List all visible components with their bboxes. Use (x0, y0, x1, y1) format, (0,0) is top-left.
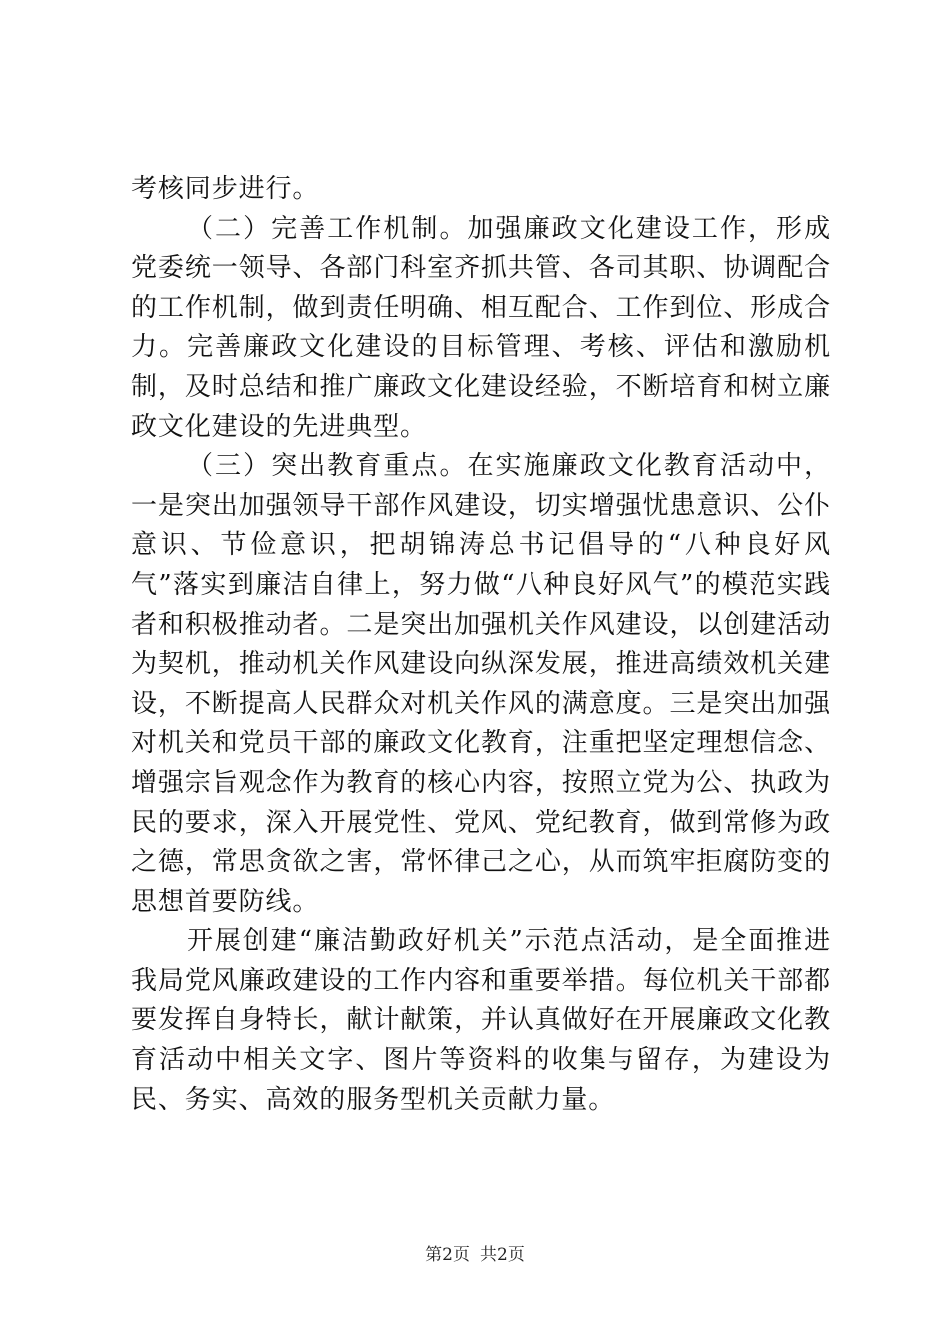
paragraph-education-focus: （三）突出教育重点。在实施廉政文化教育活动中，一是突出加强领导干部作风建设，切实增强忧患意识、公仆意识、节俭意识，把胡锦涛总书记倡导的“八种良好风气”落实到廉洁自律上，努力做“八种良好风气”的模范实践者和积极推动者。二是突出加强机关作风建设，以创建活动为契机，推动机关作风建设向纵深发展，推进高绩效机关建设，不断提高人民群众对机关作风的满意度。三是突出加强对机关和党员干部的廉政文化教育，注重把坚定理想信念、增强宗旨观念作为教育的核心内容，按照立党为公、执政为民的要求，深入开展党性、党风、党纪教育，做到常修为政之德，常思贪欲之害，常怀律己之心，从而筑牢拒腐防变的思想首要防线。 (131, 451, 831, 917)
page-number: 第2页 (425, 1245, 470, 1265)
paragraph-conclusion: 开展创建“廉洁勤政好机关”示范点活动，是全面推进我局党风廉政建设的工作内容和重要举措。每位机关干部都要发挥自身特长，献计献策，并认真做好在开展廉政文化教育活动中相关文字、图片等资料的收集与留存，为建设为民、务实、高效的服务型机关贡献力量。 (131, 926, 831, 1115)
page-total: 共2页 (480, 1245, 525, 1265)
paragraph-continuation: 考核同步进行。 (131, 174, 320, 204)
paragraph-work-mechanism: （二）完善工作机制。加强廉政文化建设工作，形成党委统一领导、各部门科室齐抓共管、各司其职、协调配合的工作机制，做到责任明确、相互配合、工作到位、形成合力。完善廉政文化建设的目标管理、考核、评估和激励机制，及时总结和推广廉政文化建设经验，不断培育和树立廉政文化建设的先进典型。 (131, 213, 831, 442)
page-footer (0, 1244, 950, 1266)
document-body (131, 170, 831, 1120)
